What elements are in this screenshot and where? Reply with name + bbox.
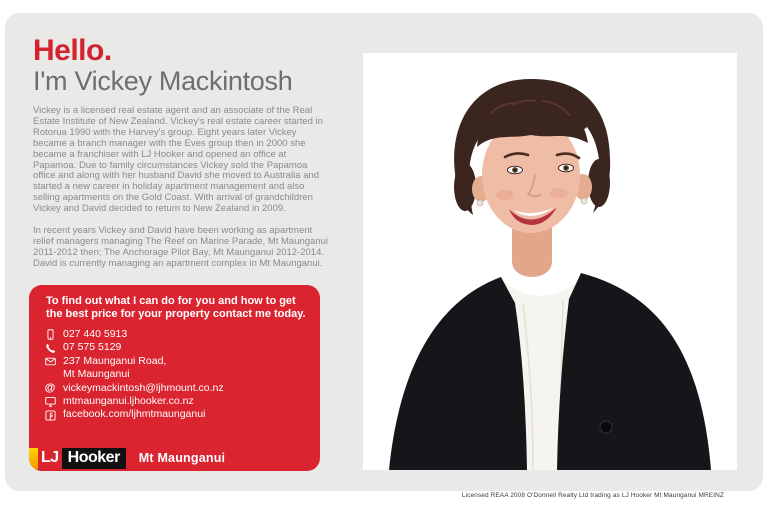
bio-paragraph-1: Vickey is a licensed real estate agent and an associate of the Real Estate Institute of New Zealand. Vickey's real estate career started in Rotorua 1990 with the Harvey's group. Eight years later Vickey became a branch manager with the Eves group then in 2000 she became a franchiser with LJ Hooker and opened an office at Papamoa. Due to family circumstances Vickey sold the Papamoa office and along with her husband David she moved to Australia and started a new career in holiday apartment management and also selling apartments on the Gold Coast. With arrival of grandchildren Vickey and David decided to return to New Zealand in 2009. — [33, 105, 323, 215]
email-row[interactable] — [44, 382, 320, 395]
lj-hooker-logo-bar — [29, 447, 320, 469]
office-name-label: Mt Maunganui — [138, 451, 226, 465]
address-indent-spacer — [44, 369, 56, 381]
website-url: mtmaunganui.ljhooker.co.nz — [63, 394, 194, 407]
address-row-line2 — [44, 368, 320, 381]
phone-number: 07 575 5129 — [63, 341, 122, 354]
facebook-row[interactable] — [44, 408, 320, 421]
website-row[interactable] — [44, 395, 320, 408]
email-address: vickeymackintosh@ljhmount.co.nz — [63, 381, 224, 394]
envelope-icon — [44, 355, 56, 367]
logo-lj-text: LJ — [41, 449, 59, 466]
contact-card-intro: To find out what I can do for you and how to get the best price for your property contact me today. — [46, 295, 306, 320]
contact-list — [44, 328, 320, 422]
facebook-icon — [44, 409, 56, 421]
mobile-number-row[interactable] — [44, 328, 320, 341]
agent-portrait-photo — [363, 53, 737, 470]
address-row-line1 — [44, 355, 320, 368]
logo-hooker-text: Hooker — [62, 448, 126, 469]
portrait-illustration — [363, 53, 737, 470]
mobile-number: 027 440 5913 — [63, 328, 128, 340]
greeting-heading: Hello. — [33, 34, 112, 67]
phone-icon — [44, 342, 56, 354]
logo-gold-strip — [29, 448, 38, 469]
bio-paragraph-2: In recent years Vickey and David have been working as apartment relief managers managing The Reef on Marine Parade, Mt Maunganui 2011-2012 then; The Anchorage Pilot Bay, Mt Maunganui 2012-2014. David is currently managing an apartment complex in Mt Maunganui. — [33, 225, 329, 269]
address-line1: 237 Maunganui Road, — [63, 354, 167, 367]
web-icon — [44, 396, 56, 408]
contact-card — [29, 285, 320, 471]
mobile-icon — [44, 329, 56, 341]
profile-text-column — [33, 36, 333, 270]
legal-disclaimer: Licensed REAA 2008 O'Donnell Realty Ltd trading as LJ Hooker Mt Maunganui MREINZ — [461, 492, 724, 499]
agent-name-heading: I'm Vickey Mackintosh — [33, 66, 293, 96]
facebook-url: facebook.com/ljhmtmaunganui — [63, 408, 206, 421]
address-line2: Mt Maunganui — [63, 368, 130, 381]
phone-number-row[interactable] — [44, 341, 320, 354]
at-icon: @ — [44, 381, 56, 394]
